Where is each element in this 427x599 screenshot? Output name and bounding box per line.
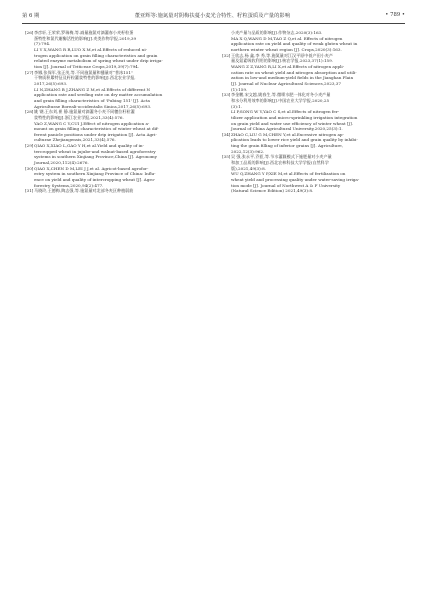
reference-line: ting the grain filling of inferior grains [J]. Agriculture, <box>231 143 344 149</box>
reference-line: application rate on yield and quality of weak gluten wheat in <box>231 41 358 47</box>
reference-line: 姚 钢,王东刘,崔 静.施氮量对滴灌冬小麦不同穗位籽粒灌 <box>34 109 135 115</box>
reference-line: cation rate on wheat yield and nitrogen absorption and utili- <box>231 69 357 75</box>
reference-line: 量及氮素吸收利用的影响[J].核农学报,2023,37(1):159. <box>231 58 334 64</box>
reference-entry <box>222 132 402 155</box>
header-rule <box>22 23 405 24</box>
reference-line: WU Q,ZHANG Y P,XIE M,et al.Effects of fertilization on <box>231 171 346 177</box>
reference-line: 蛋特性和氮代谢酶活性的影响[J].麦类作物学报,2019,39 <box>34 35 137 41</box>
reference-line: 2017,26(5):693. <box>34 80 68 86</box>
reference-number: [31] <box>25 188 34 194</box>
reference-entry <box>25 188 205 194</box>
reference-line: ence on yield and quality of intercropping wheat [J]. Agro- <box>34 177 156 183</box>
reference-line: Agriculturae Boreali-occidentalis Sinica,2017,26(5):693. <box>34 103 152 109</box>
reference-number: [26] <box>25 30 34 35</box>
reference-line: related enzyme metabolism of spring wheat under drip irriga- <box>34 58 163 64</box>
reference-line: 和加工品质的影响[J].西北农林科技大学学报(自然科学 <box>231 160 329 166</box>
reference-line: 干物质积累特征及籽粒灌浆特性的影响[J].西北农业学报, <box>34 75 136 81</box>
reference-entry <box>25 30 205 70</box>
left-reference-column <box>25 30 205 194</box>
reference-line: LI Y X,WANG R R,LUO X M,et al.Effects of reduced ni- <box>34 46 148 52</box>
reference-line: forestry Systems,2020,94(2):477. <box>34 182 104 188</box>
reference-number: [30] <box>25 165 34 171</box>
reference-line: wheat yield and processing quality under water-saving irriga- <box>231 177 360 183</box>
reference-line: on grain yield and water use efficiency of winter wheat [J]. <box>231 120 354 126</box>
reference-line: ZHAO C,LIU G M,CHEN Y,et al.Excessive nitrogen ap- <box>231 131 344 137</box>
reference-line: WANG Z Z,YANG R,LI X,et al.Effects of nitrogen appli- <box>231 63 345 69</box>
reference-entry <box>222 154 402 194</box>
reference-number: [35] <box>222 154 231 160</box>
reference-line: [J]. Journal of Nuclear Agricultural Sciences,2023,37 <box>231 80 341 86</box>
running-title: 董亚辉等:施氮量对阴梅扶蔓小麦光合特性、籽粒蛋质及产量的影响 <box>134 13 290 19</box>
reference-entry <box>25 143 205 166</box>
reference-line: ferent panicle positions under drip irrigation [J]. Acta Agri- <box>34 131 157 137</box>
reference-line: tercropped wheat in jujube-and walnut-based agroforestry <box>34 148 156 154</box>
reference-entry <box>222 30 402 53</box>
reference-line: (3):1. <box>231 103 243 109</box>
right-reference-column <box>222 30 402 194</box>
reference-line: northern winter wheat region [J]. Crops,2020(3):163. <box>231 46 342 52</box>
reference-line: zation in low-and medium-yield fields in the Jianghan Plain <box>231 75 354 81</box>
reference-line: 李金鹏,宋文越,姚春生,等.微喷水肥一体化对冬小麦产量 <box>231 92 331 98</box>
reference-number: [27] <box>25 69 34 75</box>
reference-entry <box>25 166 205 189</box>
reference-line: YAO Z,WANG C Y,CUI J.Effect of nitrogen application a- <box>34 120 150 126</box>
reference-line: 浆特性的影响[J].浙江农业学报,2021,33(4):576. <box>34 114 124 120</box>
reference-line: application rate and seeding rate on dry matter accumulation <box>34 92 163 98</box>
reference-line: LI P,SONG W Y,YAO C S,et al.Effects of nitrogen fer- <box>231 109 340 115</box>
reference-line: 2022,12(3):962. <box>231 148 265 154</box>
reference-line: (1):159. <box>231 86 248 92</box>
reference-line: trogen application on grain filling characteristics and grain <box>34 52 158 58</box>
reference-number: [28] <box>25 109 34 115</box>
reference-number: [32] <box>222 52 231 58</box>
reference-line: (7):794. <box>34 41 51 47</box>
reference-line: Journal,2020,112(4):2676. <box>34 160 89 166</box>
reference-line: 马晓玲,王德梅,陶志强,等.施氮量对北部冬麦区种植弱筋 <box>34 188 134 194</box>
reference-line: estry system in southern Xinjiang Province of China: Influ- <box>34 171 156 177</box>
reference-number: [34] <box>222 131 231 137</box>
reference-line: MA X Q,WANG D M,TAO Z Q,et al. Effects of nitrogen <box>231 35 343 41</box>
reference-line: (Natural Science Edition) 2021,49(3):8. <box>231 188 314 194</box>
page-number: • 789 • <box>385 12 405 18</box>
reference-number: [33] <box>222 92 231 98</box>
reference-line: culturae Zhejiangensis,2021,33(4),576. <box>34 137 116 143</box>
reference-line: 李娜,张保军,张正茂,等.不同施氮量和播量对“普冰151” <box>34 69 134 75</box>
reference-line: Journal of China Agricultural University,2020,25(3):1. <box>231 126 343 132</box>
reference-line: and grain filling characteristics of 'Pubing 151' [J]. Acta <box>34 97 150 103</box>
reference-entry <box>25 70 205 110</box>
reference-entry <box>222 53 402 93</box>
reference-line: 吴 强,张永平,乔匝,等.节水灌溉模式下施肥量对小麦产量 <box>231 154 332 160</box>
reference-line: tion [J]. Journal of Triticeae Crops,2019,39(7):794. <box>34 63 140 69</box>
reference-line: QIAO X,CHEN D M,LEI J J,et al. Agricot-based agrofor- <box>34 165 149 171</box>
reference-line: plication leads to lower rice yield and grain quality by inhibi- <box>231 137 358 143</box>
reference-line: mount on grain filling characteristics of winter wheat at dif- <box>34 126 159 132</box>
reference-entry <box>222 92 402 132</box>
reference-line: 小麦产量与品质的影响[J].作物杂志,2020(3):163. <box>231 30 323 35</box>
issue-number: 第 6 期 <box>22 13 40 19</box>
reference-line: systems in southern Xinjiang Province,China [J]. Agronomy <box>34 154 157 160</box>
reference-number: [29] <box>25 143 34 149</box>
reference-line: 王欣志,杨 鑫,李 秀,等.施氮量对江汉平原中低产田小麦产 <box>231 52 333 58</box>
reference-line: tion mode [J]. Journal of Northwest A & F University <box>231 182 341 188</box>
reference-line: QIAO X,XIAO L,GAO Y H,et al.Yield and quality of in- <box>34 143 144 149</box>
reference-line: 李彦轩,王荣荣,罗瑞梅,等.减量施氮对滴灌春小麦籽粒蛋 <box>34 30 134 35</box>
reference-line: tilizer application and micro-sprinkling irrigation integration <box>231 114 358 120</box>
reference-entry <box>25 109 205 143</box>
reference-line: 版),2021,49(3):8. <box>231 165 267 171</box>
running-header <box>22 9 405 21</box>
reference-line: LI N,ZHANG B J,ZHANG Z M,et al.Effects of different N <box>34 86 151 92</box>
reference-line: 和水分利用效率的影响[J].中国农业大学学报,2020,25 <box>231 97 330 103</box>
